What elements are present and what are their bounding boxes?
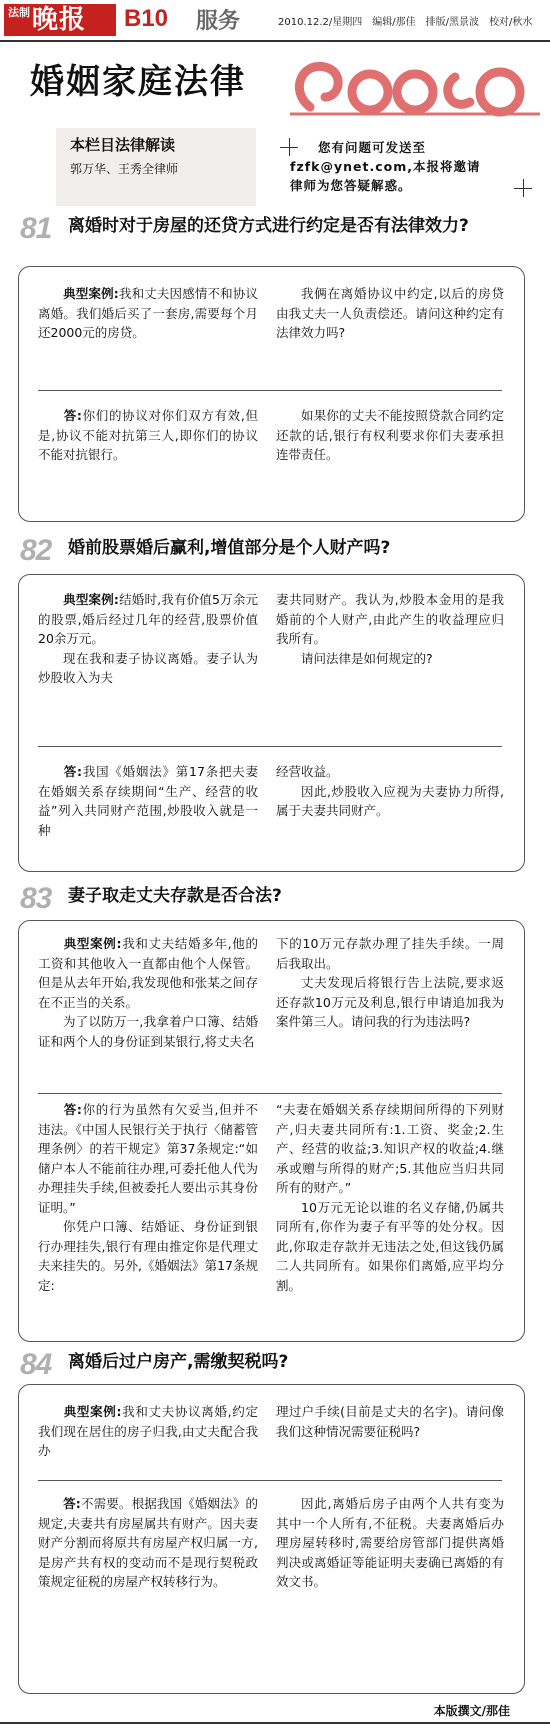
case-right [276,590,504,668]
logo-small-text: 法制 [8,6,30,19]
page-number: B10 [124,5,169,32]
case-text: 丈夫发现后将银行告上法院,要求返还存款10万元及利息,银行申请追加我为案件第三人。请问我的行为违法吗? [276,975,504,1029]
bottom-rule [0,1722,550,1724]
answer-right: 因此,离婚后房子由两个人共有变为其中一个人所有,不征税。夫妻离婚后办理房屋转移时,需要给房管部门提供离婚判决或离婚证等能证明夫妻确已离婚的有效文书。 [276,1496,504,1589]
case-label: 典型案例: [63,936,122,951]
answer-text: 经营收益。 [276,764,339,779]
issue-meta: 2010.12.2/星期四 编辑/那佳 排版/黑景波 校对/秋水 [278,17,533,28]
column-authors: 郭万华、王秀全律师 [70,162,179,176]
case-label: 典型案例: [63,1404,122,1419]
crop-mark [289,138,290,156]
case-right [276,934,504,1032]
question-number: 81 [20,212,52,245]
case-right: 我俩在离婚协议中约定,以后的房贷由我丈夫一人负责偿还。请问这种约定有法律效力吗? [276,286,504,340]
answer-label: 答: [63,764,83,779]
crop-mark [523,179,524,197]
contact-email-line: fzfk@ynet.com,本报将邀请 [290,159,481,174]
case-text: 结婚时,我有价值5万余元的股票,婚后经过几年的经营,股票价值20余万元。 [38,592,258,646]
case-text: 妻共同财产。我认为,炒股本金用的是我婚前的个人财产,由此产生的收益理应归我所有。 [276,592,504,646]
divider [38,390,502,391]
answer-text: 因此,炒股收入应视为夫妻协力所得,属于夫妻共同财产。 [276,783,504,818]
answer-label: 答: [63,408,82,423]
column-title: 婚姻家庭法律 [30,62,246,102]
answer-right [276,762,504,821]
answer-right [276,1100,504,1295]
contact-line: 律师为您答疑解惑。 [290,178,412,193]
answer-right: 如果你的丈夫不能按照贷款合同约定还款的话,银行有权利要求你们夫妻承担连带责任。 [276,408,504,462]
question-title: 妻子取走丈夫存款是否合法? [68,886,282,906]
case-left [38,1402,258,1461]
section-name: 服务 [196,9,241,34]
question-title: 离婚时对于房屋的还贷方式进行约定是否有法律效力? [68,216,469,236]
case-text: 现在我和妻子协议离婚。妻子认为炒股收入为夫 [38,650,258,685]
case-label: 典型案例: [63,592,119,607]
answer-text: 你们的协议对你们双方有效,但是,协议不能对抗第三人,即你们的协议不能对抗银行。 [38,408,259,462]
answer-text: “夫妻在婚姻关系存续期间所得的下列财产,归夫妻共同所有:1.工资、奖金;2.生产、经营的收益;3.知识产权的收益;4.继承或赠与所得的财产;5.其他应当归共同所有的财产。” [276,1102,504,1195]
case-text: 下的10万元存款办理了挂失手续。一周后我取出。 [276,936,504,971]
case-left [38,934,258,1051]
question-title: 婚前股票婚后赢利,增值部分是个人财产吗? [68,538,391,558]
question-number: 84 [20,1348,52,1381]
divider [38,1093,502,1094]
case-text: 为了以防万一,我拿着户口簿、结婚证和两个人的身份证到某银行,将丈夫名 [38,1014,258,1049]
answer-text: 你凭户口簿、结婚证、身份证到银行办理挂失,银行有理由推定你是代理丈夫来挂失的。另外,《婚姻法》第17条规定: [38,1219,258,1293]
answer-left [38,1494,258,1592]
newspaper-logo [4,4,116,36]
answer-text: 不需要。根据我国《婚姻法》的规定,夫妻共有房屋属共有财产。因夫妻财产分割而将原共有房屋产权归属一方,是房产共有权的变动而不是现行契税政策规定征税的房屋产权转移行为。 [38,1496,258,1589]
case-left [38,590,258,688]
question-title: 离婚后过户房产,需缴契税吗? [68,1352,289,1372]
answer-text: 你的行为虽然有欠妥当,但并不违法。《中国人民银行关于执行〈储蓄管理条例〉的若干规定》第37条规定:“如储户本人不能前往办理,可委托他人代为办理挂失手续,但被委托人要出示其身份证明。” [38,1102,259,1215]
case-text: 我和丈夫协议离婚,约定我们现在居住的房子归我,由丈夫配合我办 [38,1404,259,1458]
divider [38,746,502,747]
question-number: 83 [20,882,52,915]
case-left [38,284,258,343]
case-right: 理过户手续(目前是丈夫的名字)。请问像我们这种情况需要征税吗? [276,1404,504,1439]
answer-left [38,762,258,840]
answer-text: 我国《婚姻法》第17条把夫妻在婚姻关系存续期间“生产、经营的收益”列入共同财产范围,炒股收入就是一种 [38,764,258,838]
answer-label: 答: [63,1496,81,1511]
answer-left [38,1100,258,1295]
case-text: 我和丈夫结婚多年,他的工资和其他收入一直都由他个人保管。但是从去年开始,我发现他和张某之间存在不正当的关系。 [38,936,259,1010]
case-text: 我和丈夫因感情不和协议离婚。我们婚后买了一套房,需要每个月还2000元的房贷。 [38,286,258,340]
case-label: 典型案例: [63,286,119,301]
answer-left [38,406,258,465]
logo-big-text: 晚报 [32,5,87,35]
question-number: 82 [20,534,52,567]
column-subtitle: 本栏目法律解读 [70,136,176,154]
decorative-swirl-graphic [290,52,540,127]
case-text: 请问法律是如何规定的? [301,650,433,666]
answer-text: 10万元无论以谁的名义存储,仍属共同所有,你作为妻子有平等的处分权。因此,你取走存款并无违法之处,但这钱仍属二人共同所有。如果你们离婚,应平均分割。 [276,1199,504,1293]
contact-line: 您有问题可发送至 [318,140,427,155]
divider [38,1480,502,1481]
author-credit: 本版撰文/那佳 [433,1704,510,1718]
contact-info [290,138,530,195]
answer-label: 答: [63,1102,82,1117]
